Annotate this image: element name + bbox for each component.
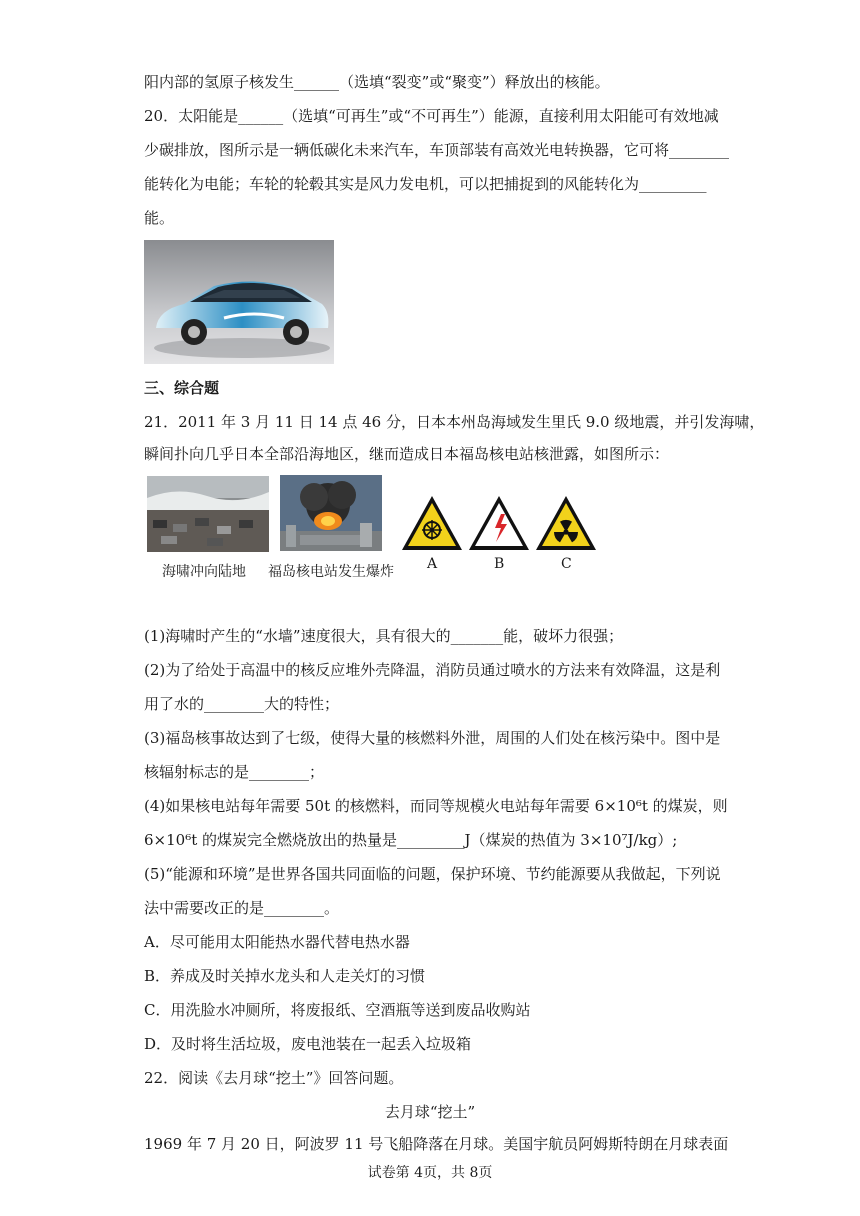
sign-c-label: C: [561, 556, 572, 572]
warning-sign-b-icon: [467, 494, 531, 552]
subquestion-1: (1)海啸时产生的“水墙”速度很大，具有很大的_______能，破坏力很强；: [144, 627, 624, 645]
option-c: C．用洗脸水冲厕所，将废报纸、空酒瓶等送到废品收购站: [144, 1001, 531, 1019]
option-d: D．及时将生活垃圾，废电池装在一起丢入垃圾箱: [144, 1035, 472, 1053]
question-20-line-1: 20．太阳能是______（选填“可再生”或“不可再生”）能源，直接利用太阳能可有效地减: [144, 107, 719, 125]
subquestion-5-line-2: 法中需要改正的是________。: [144, 899, 340, 917]
sign-a-label: A: [427, 556, 438, 572]
question-20-line-4: 能。: [144, 209, 175, 227]
option-a: A．尽可能用太阳能热水器代替电热水器: [144, 933, 410, 951]
subquestion-4-line-1: (4)如果核电站每年需要 50t 的核燃料，而同等规模火电站每年需要 6×10⁶t 的煤炭，则: [144, 797, 728, 815]
subquestion-3-line-2: 核辐射标志的是________；: [144, 763, 325, 781]
question-21-line-2: 瞬间扑向几乎日本全部沿海地区，继而造成日本福岛核电站核泄露，如图所示：: [144, 445, 670, 463]
article-paragraph: 1969 年 7 月 20 日，阿波罗 11 号飞船降落在月球。美国宇航员阿姆斯特朗在月球表面: [144, 1135, 729, 1153]
explosion-caption: 福岛核电站发生爆炸: [268, 564, 394, 580]
article-title: 去月球“挖土”: [384, 1103, 476, 1121]
question-20-line-2: 少碳排放，图所示是一辆低碳化未来汽车，车顶部装有高效光电转换器，它可将________: [144, 141, 730, 159]
question-21-line-1: 21．2011 年 3 月 11 日 14 点 46 分，日本本州岛海域发生里氏 9.0 级地震，并引发海啸，: [144, 413, 765, 431]
warning-sign-a-icon: [400, 494, 464, 552]
text-line: 阳内部的氢原子核发生______（选填“裂变”或“聚变”）释放出的核能。: [144, 73, 610, 91]
question-20-line-3: 能转化为电能；车轮的轮毂其实是风力发电机，可以把捕捉到的风能转化为_________: [144, 175, 707, 193]
question-22: 22．阅读《去月球“挖土”》回答问题。: [144, 1069, 404, 1087]
subquestion-2-line-1: (2)为了给处于高温中的核反应堆外壳降温，消防员通过喷水的方法来有效降温，这是利: [144, 661, 721, 679]
subquestion-3-line-1: (3)福岛核事故达到了七级，使得大量的核燃料外泄，周围的人们处在核污染中。图中是: [144, 729, 721, 747]
tsunami-image: [147, 476, 269, 552]
solar-car-image: [144, 240, 334, 364]
subquestion-4-line-2: 6×10⁶t 的煤炭完全燃烧放出的热量是_________J（煤炭的热值为 3×10⁷J/kg）;: [144, 831, 678, 849]
sign-b-label: B: [494, 556, 505, 572]
subquestion-2-line-2: 用了水的________大的特性；: [144, 695, 340, 713]
explosion-image: [280, 475, 382, 551]
radiation-sign-c-icon: [534, 494, 598, 552]
tsunami-caption: 海啸冲向陆地: [162, 564, 246, 580]
section-heading: 三、综合题: [144, 379, 220, 397]
page-footer: 试卷第 4页，共 8页: [367, 1165, 493, 1181]
option-b: B．养成及时关掉水龙头和人走关灯的习惯: [144, 967, 426, 985]
subquestion-5-line-1: (5)“能源和环境”是世界各国共同面临的问题，保护环境、节约能源要从我做起，下列说: [144, 865, 721, 883]
